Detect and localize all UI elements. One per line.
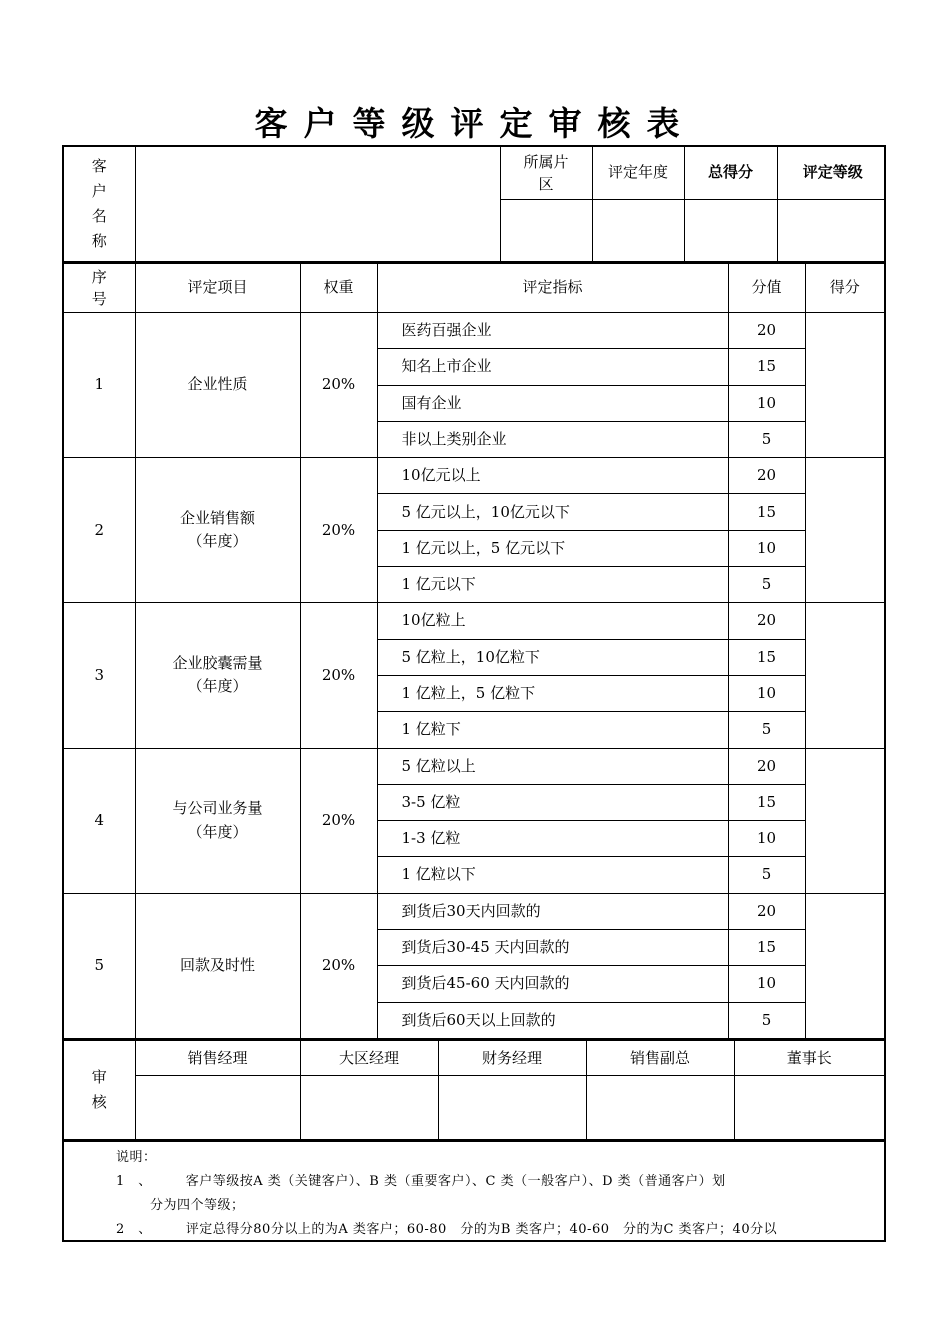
row-weight: 20%	[300, 458, 377, 603]
indicator-value: 15	[728, 784, 805, 820]
indicator-text: 1 亿粒上，5 亿粒下	[377, 675, 728, 711]
table-row	[64, 893, 884, 929]
indicator-text: 1 亿元以上，5 亿元以下	[377, 530, 728, 566]
indicator-text: 1 亿元以下	[377, 567, 728, 603]
indicator-value: 5	[728, 567, 805, 603]
sign-finance-manager[interactable]	[438, 1076, 586, 1140]
row-item-label: 与公司业务量	[172, 799, 263, 818]
row-item-sub: （年度）	[187, 677, 248, 696]
sign-chairman[interactable]	[734, 1076, 884, 1140]
column-header-seq: 序号	[64, 263, 135, 313]
customer-name-label: 客 户 名 称	[64, 147, 135, 261]
customer-name-field[interactable]	[135, 147, 500, 261]
row-weight: 20%	[300, 893, 377, 1038]
indicator-value: 20	[728, 458, 805, 494]
indicator-value: 10	[728, 675, 805, 711]
indicator-text: 5 亿元以上，10亿元以下	[377, 494, 728, 530]
sign-regional-manager[interactable]	[300, 1076, 438, 1140]
row-seq: 3	[64, 603, 135, 748]
row-item	[135, 313, 300, 458]
indicator-text: 1-3 亿粒	[377, 821, 728, 857]
indicator-text: 10亿粒上	[377, 603, 728, 639]
row-weight: 20%	[300, 603, 377, 748]
indicator-value: 10	[728, 385, 805, 421]
column-header-item: 评定项目	[135, 263, 300, 313]
row-item	[135, 893, 300, 1038]
role-sales-manager: 销售经理	[135, 1040, 300, 1076]
indicator-text: 到货后45-60 天内回款的	[377, 966, 728, 1002]
row-weight: 20%	[300, 748, 377, 893]
indicator-value: 15	[728, 930, 805, 966]
sign-sales-vp[interactable]	[586, 1076, 734, 1140]
page-title: 客户等级评定审核表	[254, 104, 696, 143]
indicator-value: 15	[728, 349, 805, 385]
row-item-sub: （年度）	[187, 822, 248, 841]
table-row	[64, 748, 884, 784]
score-field[interactable]	[805, 893, 884, 1038]
notes-label: 说明：	[116, 1150, 157, 1166]
grade-label: 评定等级	[777, 147, 886, 199]
row-item-label: 回款及时性	[179, 956, 255, 975]
role-regional-manager: 大区经理	[300, 1040, 438, 1076]
row-item-sub: （年度）	[187, 532, 248, 551]
sign-sales-manager[interactable]	[135, 1076, 300, 1140]
region-label: 所属片区	[500, 147, 592, 199]
column-header-indicator: 评定指标	[377, 263, 728, 313]
score-field[interactable]	[805, 458, 884, 603]
role-sales-vp: 销售副总	[586, 1040, 734, 1076]
indicator-text: 10亿元以上	[377, 458, 728, 494]
indicator-text: 到货后30天内回款的	[377, 893, 728, 929]
indicator-value: 5	[728, 1002, 805, 1038]
indicator-value: 15	[728, 639, 805, 675]
indicator-value: 10	[728, 966, 805, 1002]
row-item	[135, 603, 300, 748]
row-seq: 2	[64, 458, 135, 603]
indicator-text: 3-5 亿粒	[377, 784, 728, 820]
table-row	[64, 603, 884, 639]
indicator-value: 15	[728, 494, 805, 530]
indicator-value: 20	[728, 748, 805, 784]
year-field[interactable]	[592, 199, 684, 261]
region-field[interactable]	[500, 199, 592, 261]
indicator-text: 5 亿粒以上	[377, 748, 728, 784]
score-field[interactable]	[805, 748, 884, 893]
grade-field[interactable]	[777, 199, 886, 261]
role-finance-manager: 财务经理	[438, 1040, 586, 1076]
review-label: 审 核	[64, 1040, 135, 1140]
indicator-value: 20	[728, 603, 805, 639]
table-row	[64, 313, 884, 349]
scoring-table	[64, 262, 884, 1039]
row-seq: 5	[64, 893, 135, 1038]
row-item	[135, 748, 300, 893]
note-line-1: 1 、 客户等级按A 类（关键客户）、B 类（重要客户）、C 类（一般客户）、D 类（普通客户）划	[116, 1174, 726, 1190]
row-seq: 4	[64, 748, 135, 893]
total-score-field[interactable]	[684, 199, 777, 261]
indicator-value: 10	[728, 530, 805, 566]
row-seq: 1	[64, 313, 135, 458]
table-row	[64, 458, 884, 494]
indicator-text: 非以上类别企业	[377, 421, 728, 457]
indicator-value: 5	[728, 421, 805, 457]
role-chairman: 董事长	[734, 1040, 884, 1076]
row-item	[135, 458, 300, 603]
notes-section	[64, 1140, 884, 1242]
indicator-text: 国有企业	[377, 385, 728, 421]
indicator-value: 10	[728, 821, 805, 857]
review-table	[64, 1039, 884, 1141]
indicator-text: 1 亿粒以下	[377, 857, 728, 893]
row-weight: 20%	[300, 313, 377, 458]
indicator-value: 20	[728, 893, 805, 929]
review-form	[62, 145, 886, 1242]
total-score-label: 总得分	[684, 147, 777, 199]
note-line-1-cont: 分为四个等级；	[150, 1198, 245, 1214]
indicator-value: 20	[728, 313, 805, 349]
column-header-weight: 权重	[300, 263, 377, 313]
score-field[interactable]	[805, 603, 884, 748]
note-line-2: 2 、 评定总得分80分以上的为A 类客户；60-80 分的为B 类客户；40-60 分的为C 类客户；40分以	[116, 1222, 778, 1238]
column-header-value: 分值	[728, 263, 805, 313]
indicator-value: 5	[728, 712, 805, 748]
row-item-label: 企业销售额	[179, 509, 255, 528]
score-field[interactable]	[805, 313, 884, 458]
indicator-text: 到货后30-45 天内回款的	[377, 930, 728, 966]
indicator-text: 1 亿粒下	[377, 712, 728, 748]
indicator-text: 知名上市企业	[377, 349, 728, 385]
customer-header-table	[64, 147, 886, 262]
indicator-text: 到货后60天以上回款的	[377, 1002, 728, 1038]
row-item-label: 企业胶囊需量	[172, 654, 263, 673]
indicator-value: 5	[728, 857, 805, 893]
column-header-score: 得分	[805, 263, 884, 313]
year-label: 评定年度	[592, 147, 684, 199]
indicator-text: 医药百强企业	[377, 313, 728, 349]
row-item-label: 企业性质	[187, 375, 248, 394]
indicator-text: 5 亿粒上，10亿粒下	[377, 639, 728, 675]
